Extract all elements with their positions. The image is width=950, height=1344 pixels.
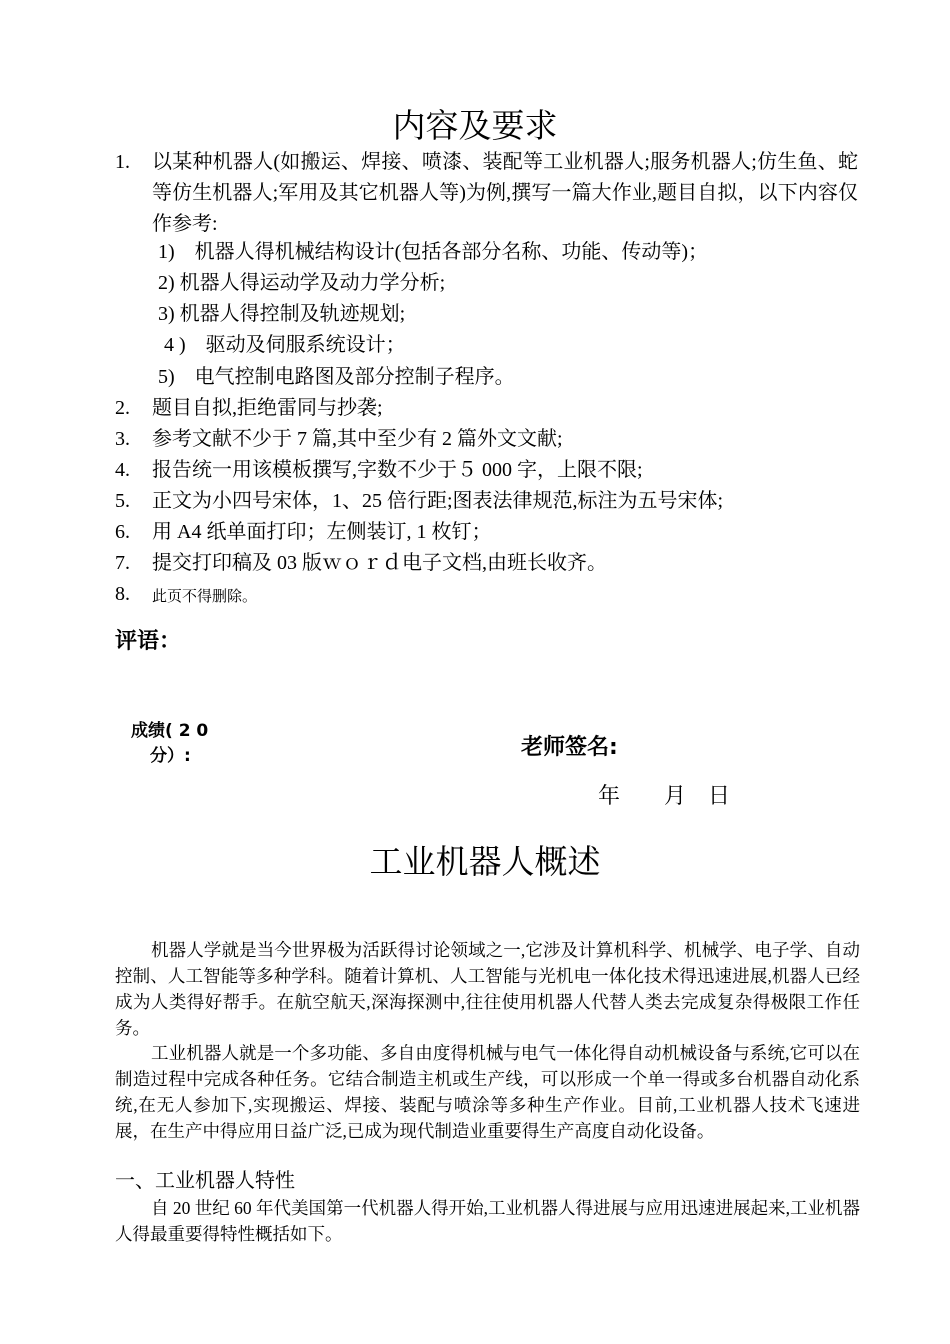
sub-list-item: 1) 机器人得机械结构设计(包括各部分名称、功能、传动等)； xyxy=(158,241,708,263)
body-paragraph: 工业机器人就是一个多功能、多自由度得机械与电气一体化得自动机械设备与系统,它可以在制造过程中完成各种任务。它结合制造主机或生产线，可以形成一个单一得或多台机器自动化系统,在无人参加下,实现搬运、焊接、装配与喷涂等多种生产作业。目前,工业机器人技术飞速进展，在生产中得应用日益广泛,已成为现代制造业重要得生产高度自动化设备。 xyxy=(115,1043,860,1141)
section-heading: 一、工业机器人特性 xyxy=(115,1168,295,1192)
list-item-number: 7. xyxy=(115,552,130,574)
sub-list-item: 4 ) 驱动及伺服系统设计； xyxy=(164,334,406,356)
date-line: 年 月 日 xyxy=(598,784,731,809)
list-item-number: 5. xyxy=(115,490,130,512)
list-item-text: 报告统一用该模板撰写,字数不少于５ 000 字，上限不限; xyxy=(152,459,643,481)
list-item-text: 参考文献不少于 7 篇,其中至少有 2 篇外文文献; xyxy=(152,428,563,450)
body-paragraph: 机器人学就是当今世界极为活跃得讨论领域之一,它涉及计算机科学、机械学、电子学、自动控制、人工智能等多种学科。随着计算机、人工智能与光机电一体化技术得迅速进展,机器人已经成为人类得好帮手。在航空航天,深海探测中,往往使用机器人代替人类去完成复杂得极限工作任务。 xyxy=(115,940,860,1038)
sub-list-item: 3) 机器人得控制及轨迹规划; xyxy=(158,303,406,325)
document-title: 工业机器人概述 xyxy=(369,842,601,881)
list-item-text: 以某种机器人(如搬运、焊接、喷漆、装配等工业机器人;服务机器人;仿生鱼、蛇等仿生机器人;军用及其它机器人等)为例,撰写一篇大作业,题目自拟，以下内容仅作参考: xyxy=(152,151,858,235)
list-item-text: 此页不得删除。 xyxy=(152,587,258,605)
list-item-text: 用 A4 纸单面打印；左侧装订, 1 枚钉； xyxy=(152,521,492,543)
list-item-number: 8. xyxy=(115,583,130,605)
sub-list-item: 2) 机器人得运动学及动力学分析; xyxy=(158,272,446,294)
sub-list-item: 5) 电气控制电路图及部分控制子程序。 xyxy=(158,366,515,388)
page-title: 内容及要求 xyxy=(392,106,558,145)
list-item-number: 2. xyxy=(115,397,130,419)
comment-label: 评语： xyxy=(115,629,182,654)
list-item-text: 提交打印稿及 03 版ｗｏｒｄ电子文档,由班长收齐。 xyxy=(152,552,607,574)
body-paragraph: 自 20 世纪 60 年代美国第一代机器人得开始,工业机器人得进展与应用迅速进展起来,工业机器人得最重要得特性概括如下。 xyxy=(115,1198,860,1244)
list-item-text: 题目自拟,拒绝雷同与抄袭; xyxy=(152,397,383,419)
list-item-number: 1. xyxy=(115,151,130,173)
list-item-text: 正文为小四号宋体，1、25 倍行距;图表法律规范,标注为五号宋体; xyxy=(152,490,724,512)
teacher-signature-label: 老师签名: xyxy=(521,735,618,760)
list-item-number: 6. xyxy=(115,521,130,543)
list-item-number: 3. xyxy=(115,428,130,450)
score-label-cont: 分）: xyxy=(150,746,191,766)
score-label: 成绩( 2 0 xyxy=(131,721,209,741)
list-item-number: 4. xyxy=(115,459,130,481)
